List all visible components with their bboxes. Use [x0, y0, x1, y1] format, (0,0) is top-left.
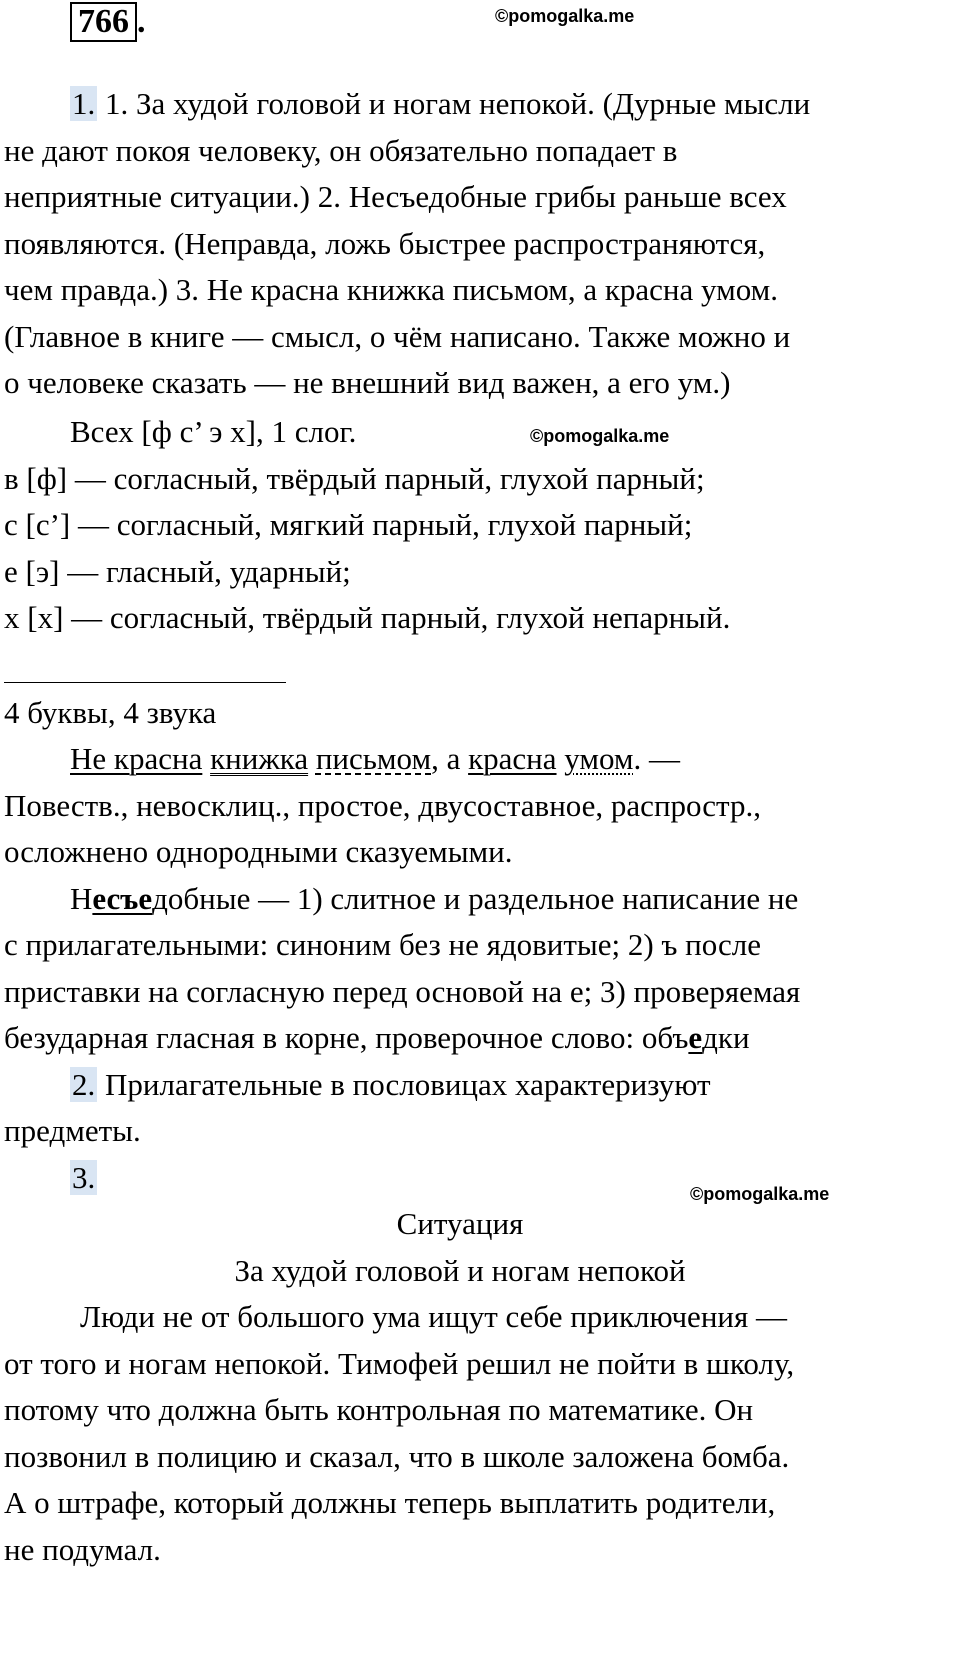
task3-line-6: не подумал.: [4, 1532, 161, 1567]
task1-line-7: о человеке сказать — не внешний вид важен, а его ум.): [4, 365, 731, 400]
spelling-line-3: приставки на согласную перед основой на е; 3) проверяемая: [4, 974, 801, 1009]
parsed-sentence: [70, 739, 680, 779]
predicate-knizhka: книжка: [210, 741, 309, 776]
watermark-top: ©pomogalka.me: [495, 6, 635, 26]
word-part-rest: добные — 1) слитное и раздельное написание не: [152, 881, 799, 916]
phonetic-line-3: е [э] — гласный, ударный;: [4, 554, 351, 589]
task3-line-4: позвонил в полицию и сказал, что в школе заложена бомба.: [4, 1439, 790, 1474]
task3-subtitle: За худой головой и ногам непокой: [234, 1253, 686, 1288]
task1-line-1: [70, 84, 810, 124]
sentence-space-2: [308, 741, 316, 776]
phonetic-line-4: х [х] — согласный, твёрдый парный, глухой непарный.: [4, 600, 731, 635]
task2-line-1: [70, 1065, 711, 1105]
sentence-end: . —: [633, 741, 681, 776]
task3-title: Ситуация: [396, 1206, 524, 1241]
task1-line-1-text: 1. За худой головой и ногам непокой. (Дурные мысли: [105, 86, 811, 121]
sentence-conj: , а: [431, 741, 469, 776]
predicate-krasna: красна: [468, 741, 557, 776]
spelling-line-1: [70, 879, 798, 919]
task3-marker: 3.: [72, 1160, 96, 1195]
object-umom: умом: [564, 741, 634, 776]
task1-line-2: не дают покоя человеку, он обязательно попадает в: [4, 133, 678, 168]
exercise-number-box: 766: [70, 2, 137, 42]
task3-line-5: А о штрафе, который должны теперь выплатить родители,: [4, 1485, 776, 1520]
watermark-middle: ©pomogalka.me: [530, 426, 670, 446]
task2-line-1-text: Прилагательные в пословицах характеризуют: [97, 1067, 711, 1102]
task1-line-6: (Главное в книге — смысл, о чём написано. Также можно и: [4, 319, 791, 354]
task2-marker: 2.: [72, 1067, 96, 1102]
task2-line-2: предметы.: [4, 1113, 141, 1148]
check-part-3: дки: [702, 1020, 750, 1055]
phonetic-line-1: в [ф] — согласный, твёрдый парный, глухой парный;: [4, 461, 705, 496]
exercise-number-dot: .: [137, 3, 146, 40]
check-part-vowel: е: [688, 1020, 703, 1055]
separator-rule: [4, 682, 286, 683]
object-pismom: письмом: [315, 741, 432, 776]
spelling-line-4: [4, 1018, 750, 1058]
letters-sounds: 4 буквы, 4 звука: [4, 695, 217, 730]
analysis-line-1: Повеств., невосклиц., простое, двусоставное, распростр.,: [4, 788, 761, 823]
phonetic-line-2: с [с’] — согласный, мягкий парный, глухой парный;: [4, 507, 693, 542]
task1-line-4: появляются. (Неправда, ложь быстрее распространяются,: [4, 226, 766, 261]
check-part-1: безударная гласная в корне, проверочное слово: объ: [4, 1020, 689, 1055]
phonetic-header: Всех [ф с’ э х], 1 слог.: [70, 414, 357, 449]
sentence-space-1: [202, 741, 210, 776]
task3-line-1: Люди не от большого ума ищут себе приключения —: [80, 1299, 788, 1334]
task1-marker: 1.: [72, 86, 96, 121]
task3-line-2: от того и ногам непокой. Тимофей решил не пойти в школу,: [4, 1346, 795, 1381]
watermark-bottom: ©pomogalka.me: [690, 1184, 830, 1204]
task1-line-5: чем правда.) 3. Не красна книжка письмом, а красна умом.: [4, 272, 779, 307]
task3-marker-line: [70, 1158, 97, 1198]
word-part-1: Н: [70, 881, 93, 916]
exercise-number: [70, 2, 146, 42]
spelling-line-2: с прилагательными: синоним без не ядовитые; 2) ъ после: [4, 927, 762, 962]
task1-line-3: неприятные ситуации.) 2. Несъедобные грибы раньше всех: [4, 179, 787, 214]
word-part-highlight: есъе: [92, 881, 153, 916]
analysis-line-2: осложнено однородными сказуемыми.: [4, 834, 513, 869]
task3-line-3: потому что должна быть контрольная по математике. Он: [4, 1392, 754, 1427]
subject-ne-krasna: Не красна: [70, 741, 203, 776]
